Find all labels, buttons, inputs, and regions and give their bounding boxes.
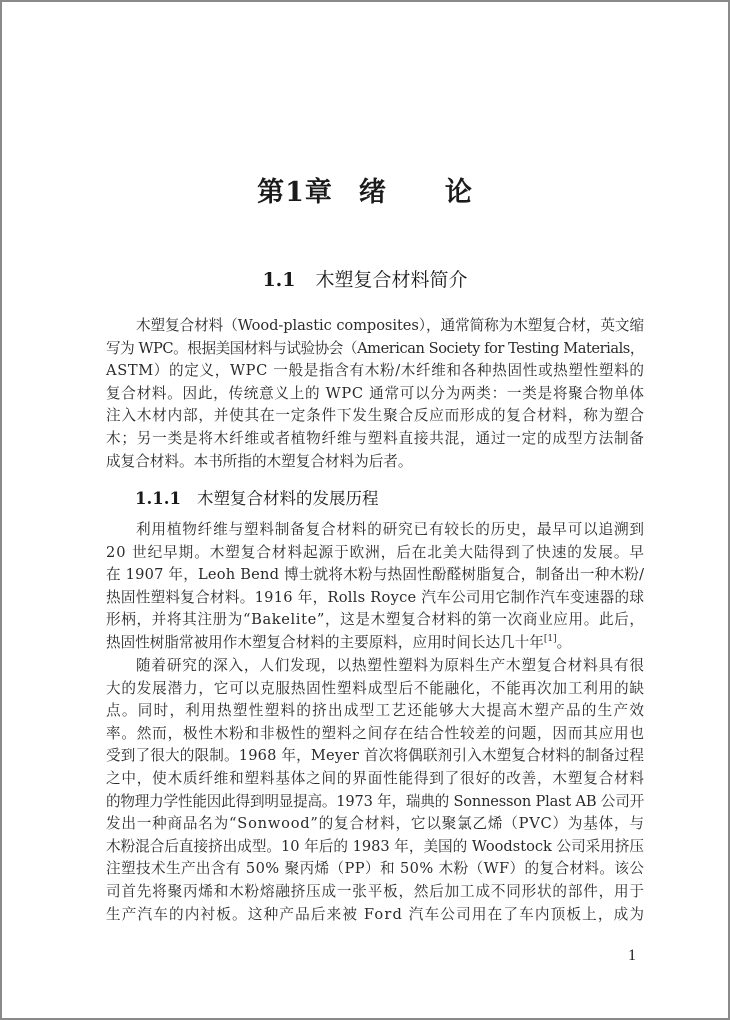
text-line: ASTM）的定义，WPC 一般是指含有木粉/木纤维和各种热固性或热塑性塑料的	[106, 362, 645, 380]
text-line: 木粉混合后直接挤出成型。10 年后的 1983 年，美国的 Woodstock 公司采用挤压	[106, 837, 644, 855]
text-line: 木塑复合材料（Wood-plastic composites），通常简称为木塑复合材，英文缩	[136, 317, 644, 334]
chapter-title-char-1: 绪	[358, 177, 387, 208]
text-line: 司首先将聚丙烯和木粉熔融挤压成一张平板，然后加工成不同形状的部件，用于	[106, 882, 645, 900]
section-number: 1.1	[262, 269, 296, 291]
text-line: 复合材料。因此，传统意义上的 WPC 通常可以分为两类：一类是将聚合物单体	[106, 384, 645, 402]
text-line: 热固性塑料复合材料。1916 年，Rolls Royce 汽车公司用它制作汽车变速器的球	[106, 588, 645, 606]
subsection-title: 木塑复合材料的发展历程	[196, 489, 379, 508]
text-line: 在 1907 年，Leoh Bend 博士就将木粉与热固性酚醛树脂复合，制备出一种木粉/	[106, 566, 645, 584]
subsection-number: 1.1.1	[135, 489, 181, 508]
text-line: 发出一种商品名为“Sonwood”的复合材料，它以聚氯乙烯（PVC）为基体，与	[106, 815, 645, 833]
text-line: 生产汽车的内衬板。这种产品后来被 Ford 汽车公司用在了车内顶板上，成为	[106, 905, 646, 923]
text-line: 写为 WPC。根据美国材料与试验协会（American Society for Testing Materials，	[106, 339, 644, 357]
text-line: 20 世纪早期。木塑复合材料起源于欧洲，后在北美大陆得到了快速的发展。早	[106, 543, 645, 561]
text-line: 点。同时，利用热塑性塑料的挤出成型工艺还能够大大提高木塑产品的生产效	[106, 702, 646, 720]
subsection-heading	[135, 485, 378, 509]
text-line: 大的发展潜力，它可以克服热固性塑料成型后不能融化，不能再次加工利用的缺	[106, 679, 645, 697]
citation-ref[interactable]: [1]	[543, 633, 557, 644]
text-line: 注入木材内部，并使其在一定条件下发生聚合反应而形成的复合材料，称为塑合	[106, 407, 645, 425]
text-line: 受到了很大的限制。1968 年，Meyer 首次将偶联剂引入木塑复合材料的制备过程	[106, 747, 645, 765]
text-line-with-citation	[106, 632, 644, 655]
paragraph-history-2	[106, 655, 644, 926]
text-line: 木；另一类是将木纤维或者植物纤维与塑料直接共混，通过一定的成型方法制备	[106, 429, 645, 447]
text-line: 之中，使木质纤维和塑料基体之间的界面性能得到了很好的改善，木塑复合材料	[106, 769, 645, 787]
chapter-title	[2, 170, 728, 209]
page-number: 1	[628, 947, 636, 964]
text-line: 形柄，并将其注册为“Bakelite”，这是木塑复合材料的第一次商业应用。此后，	[106, 611, 645, 629]
text-line: 随着研究的深入，人们发现，以热塑性塑料为原料生产木塑复合材料具有很	[136, 657, 645, 674]
text-line: 热固性树脂常被用作木塑复合材料的主要原料，应用时间长达几十年	[106, 633, 544, 651]
text-line: 成复合材料。本书所指的木塑复合材料为后者。	[106, 452, 413, 470]
text-line: 的物理力学性能因此得到明显提高。1973 年，瑞典的 Sonnesson Plast AB 公司开	[106, 792, 644, 810]
chapter-number: 第1章	[257, 177, 333, 208]
paragraph-history-1	[106, 519, 644, 655]
section-heading	[2, 265, 728, 292]
trailing-punctuation: 。	[556, 633, 572, 651]
text-line: 注塑技术生产出含有 50% 聚丙烯（PP）和 50% 木粉（WF）的复合材料。该公	[106, 860, 645, 878]
paragraph-intro	[106, 315, 644, 473]
text-line: 利用植物纤维与塑料制备复合材料的研究已有较长的历史，最早可以追溯到	[136, 521, 645, 538]
text-line: 率。然而，极性木粉和非极性的塑料之间存在结合性较差的问题，因而其应用也	[106, 724, 645, 742]
chapter-title-char-2: 论	[444, 177, 473, 208]
section-title: 木塑复合材料简介	[315, 269, 468, 291]
